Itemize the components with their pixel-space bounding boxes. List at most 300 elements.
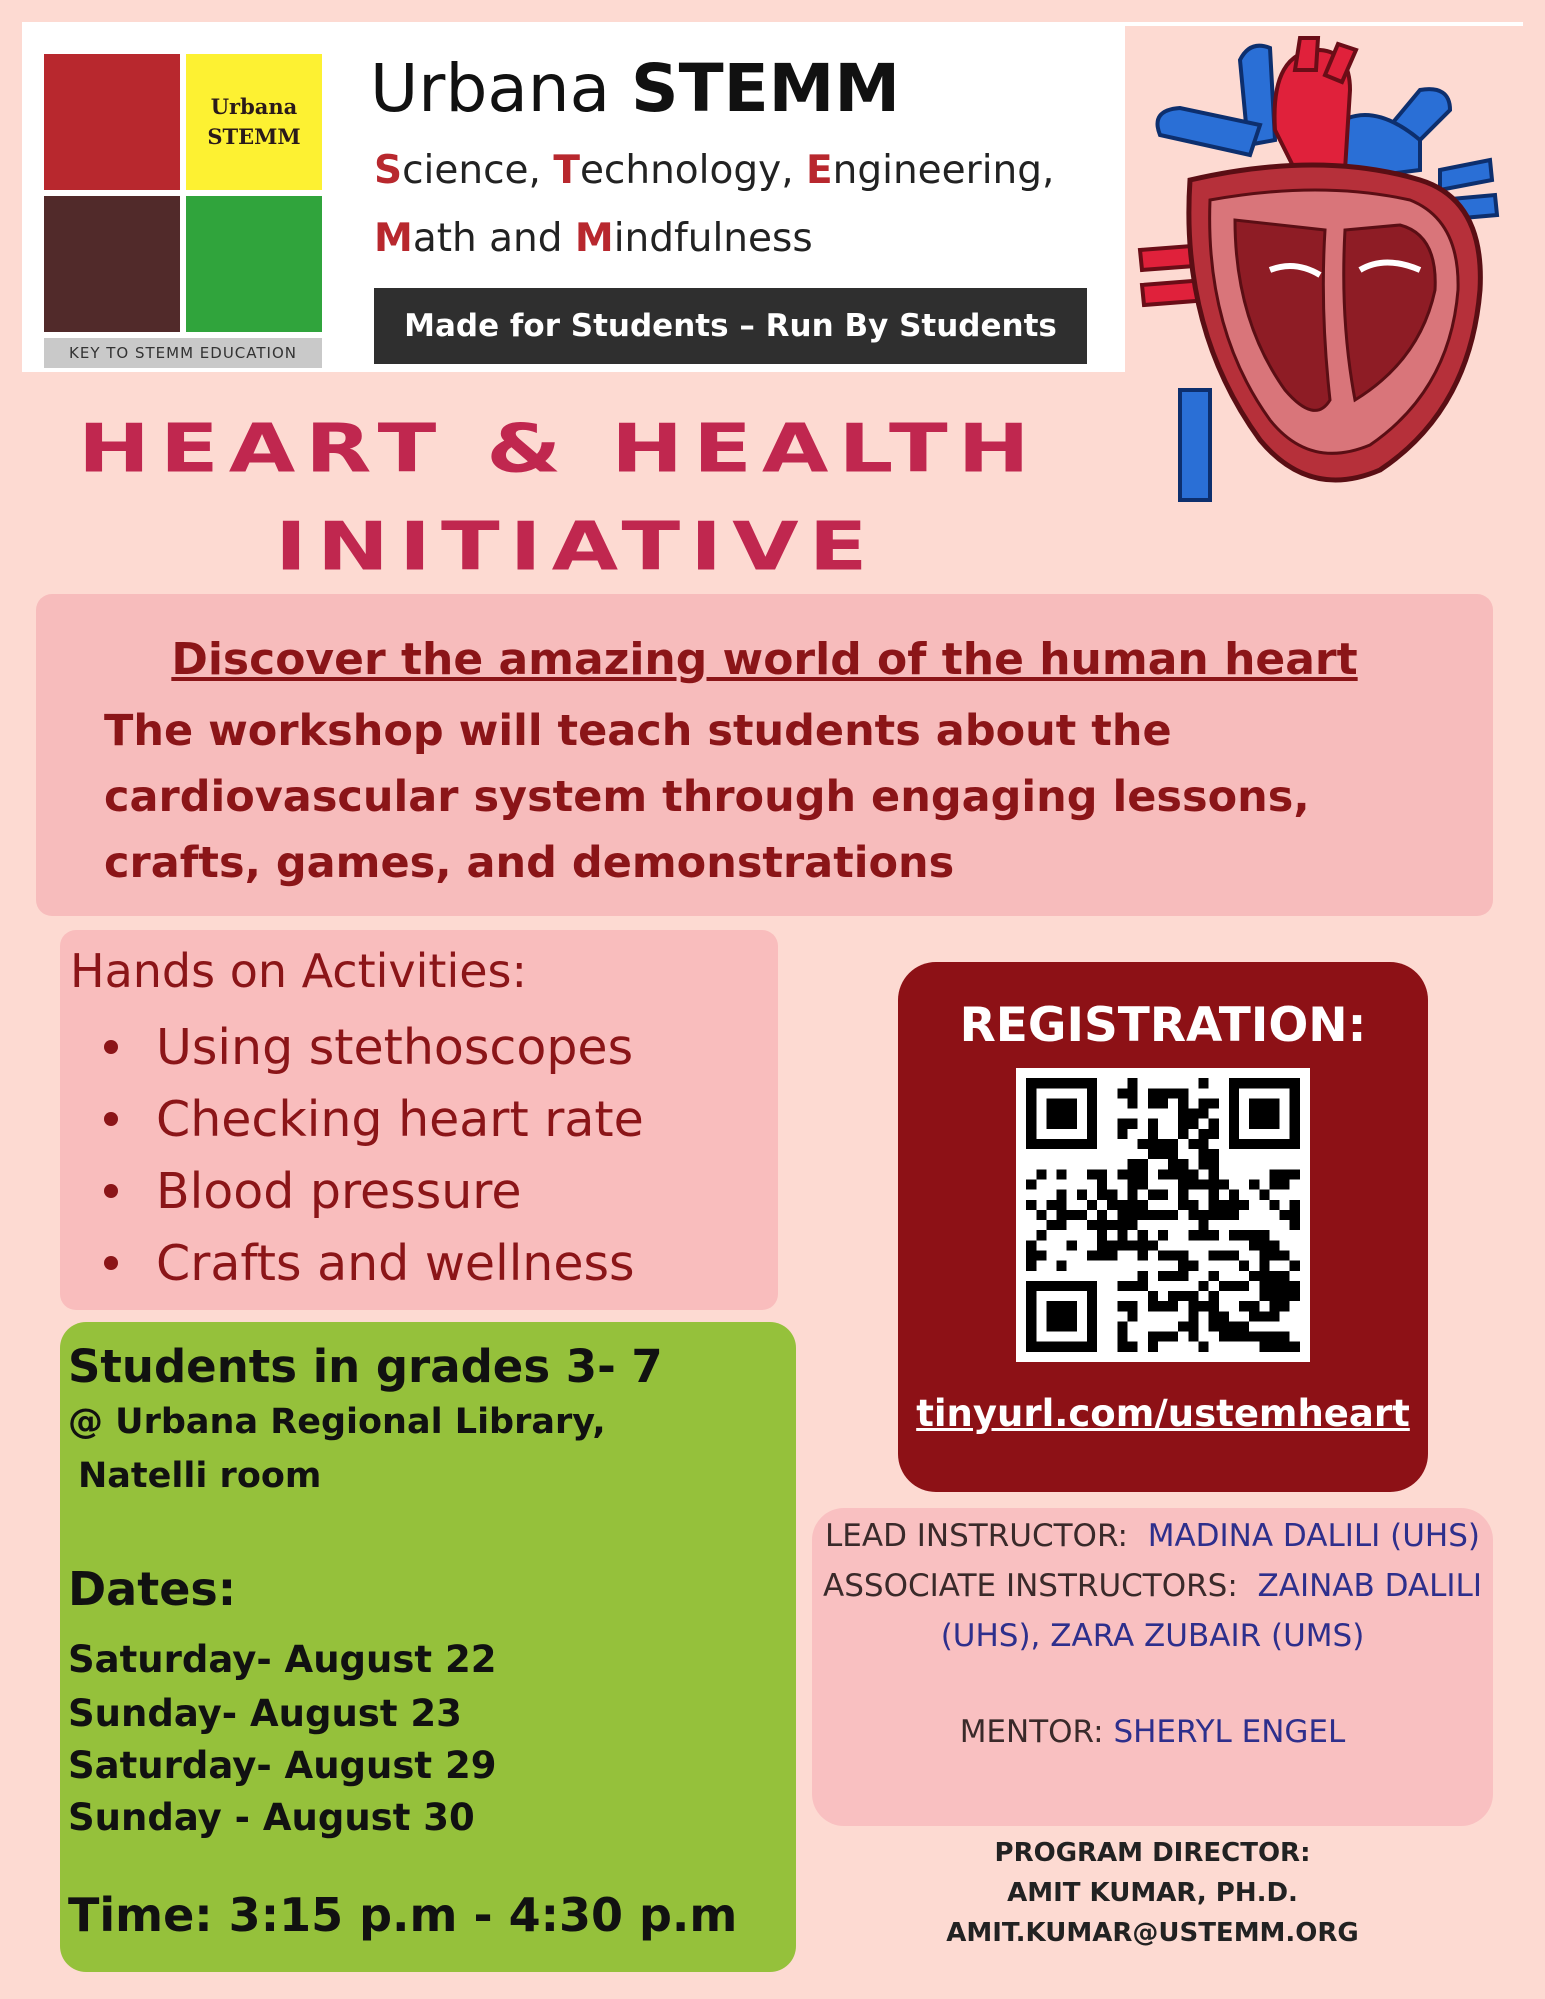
location-line-1: @ Urbana Regional Library, bbox=[68, 1402, 606, 1442]
qr-module bbox=[1290, 1342, 1300, 1352]
logo-green-square bbox=[186, 196, 322, 332]
qr-module bbox=[1280, 1250, 1290, 1260]
qr-module bbox=[1138, 1250, 1148, 1260]
date-item: Saturday- August 22 bbox=[68, 1638, 497, 1681]
qr-module bbox=[1057, 1169, 1067, 1179]
qr-module bbox=[1239, 1200, 1249, 1210]
qr-module bbox=[1290, 1210, 1300, 1220]
qr-module bbox=[1249, 1332, 1259, 1342]
qr-module bbox=[1259, 1250, 1269, 1260]
qr-module bbox=[1128, 1301, 1138, 1311]
qr-module bbox=[1209, 1119, 1219, 1129]
qr-module bbox=[1229, 1281, 1239, 1291]
qr-module bbox=[1269, 1271, 1279, 1281]
qr-module bbox=[1259, 1281, 1269, 1291]
activities-box bbox=[60, 930, 778, 1310]
qr-module bbox=[1188, 1291, 1198, 1301]
qr-module bbox=[1188, 1180, 1198, 1190]
lead-instructor bbox=[812, 1518, 1493, 1554]
qr-module bbox=[1249, 1180, 1259, 1190]
qr-module bbox=[1198, 1149, 1208, 1159]
tagline-cap: T bbox=[553, 148, 580, 193]
qr-module bbox=[1168, 1088, 1178, 1098]
bullet-icon bbox=[104, 1040, 118, 1054]
mentor-label: MENTOR: bbox=[959, 1714, 1104, 1750]
qr-module bbox=[1117, 1210, 1127, 1220]
qr-module bbox=[1128, 1078, 1138, 1088]
qr-module bbox=[1269, 1281, 1279, 1291]
qr-module bbox=[1209, 1311, 1219, 1321]
qr-module bbox=[1148, 1149, 1158, 1159]
qr-module bbox=[1057, 1210, 1067, 1220]
qr-module bbox=[1259, 1311, 1269, 1321]
qr-module bbox=[1178, 1321, 1188, 1331]
logo-text bbox=[186, 92, 322, 152]
qr-module bbox=[1128, 1200, 1138, 1210]
qr-module bbox=[1249, 1301, 1259, 1311]
qr-module bbox=[1117, 1342, 1127, 1352]
logo-red-square bbox=[44, 54, 180, 190]
qr-module bbox=[1178, 1088, 1188, 1098]
qr-module bbox=[1026, 1240, 1036, 1250]
qr-module bbox=[1138, 1200, 1148, 1210]
heart-vessel bbox=[1295, 38, 1318, 70]
qr-module bbox=[1209, 1200, 1219, 1210]
qr-module bbox=[1128, 1190, 1138, 1200]
qr-module bbox=[1229, 1321, 1239, 1331]
qr-module bbox=[1128, 1180, 1138, 1190]
qr-module bbox=[1097, 1190, 1107, 1200]
dates-title: Dates: bbox=[68, 1562, 237, 1616]
qr-module bbox=[1219, 1281, 1229, 1291]
qr-module bbox=[1198, 1139, 1208, 1149]
qr-module bbox=[1148, 1342, 1158, 1352]
discover-body: The workshop will teach students about the cardiovascular system through engaging lessons, crafts, games, and demonstrations bbox=[104, 706, 1310, 888]
qr-module bbox=[1117, 1169, 1127, 1179]
qr-code-icon[interactable] bbox=[1016, 1068, 1310, 1362]
title-line-1: HEART & HEALTH bbox=[78, 410, 1040, 488]
qr-module bbox=[1280, 1180, 1290, 1190]
qr-module bbox=[1026, 1200, 1036, 1210]
qr-module bbox=[1229, 1200, 1239, 1210]
qr-module bbox=[1209, 1271, 1219, 1281]
discover-heading: Discover the amazing world of the human heart bbox=[171, 634, 1358, 685]
qr-module bbox=[1026, 1250, 1036, 1260]
qr-module bbox=[1036, 1250, 1046, 1260]
org-name bbox=[370, 50, 900, 127]
activity-label: Using stethoscopes bbox=[156, 1019, 634, 1076]
qr-module bbox=[1097, 1240, 1107, 1250]
qr-module bbox=[1259, 1261, 1269, 1271]
qr-module bbox=[1128, 1342, 1138, 1352]
qr-module bbox=[1077, 1190, 1087, 1200]
activity-item bbox=[104, 1228, 644, 1300]
org-prefix: Urbana bbox=[370, 50, 611, 127]
tagline-cap: M bbox=[574, 216, 614, 261]
tagline-text: cience, bbox=[402, 148, 554, 193]
qr-module bbox=[1046, 1220, 1056, 1230]
tagline-line-1 bbox=[374, 148, 1054, 193]
qr-module bbox=[1036, 1210, 1046, 1220]
director-label: PROGRAM DIRECTOR: bbox=[994, 1838, 1311, 1868]
qr-module bbox=[1259, 1342, 1269, 1352]
qr-module bbox=[1117, 1119, 1127, 1129]
qr-module bbox=[1117, 1281, 1127, 1291]
tagline-cap: M bbox=[374, 216, 413, 261]
logo-line-2: STEMM bbox=[207, 124, 301, 149]
qr-module bbox=[1290, 1220, 1300, 1230]
discover-box bbox=[36, 594, 1493, 916]
qr-module bbox=[1209, 1190, 1219, 1200]
qr-module bbox=[1138, 1169, 1148, 1179]
qr-module bbox=[1290, 1261, 1300, 1271]
qr-module bbox=[1107, 1200, 1117, 1210]
associate-instructors-label: ASSOCIATE INSTRUCTORS: bbox=[823, 1568, 1238, 1604]
qr-module bbox=[1158, 1139, 1168, 1149]
qr-module bbox=[1280, 1210, 1290, 1220]
qr-module bbox=[1259, 1332, 1269, 1342]
qr-module bbox=[1269, 1311, 1279, 1321]
qr-module bbox=[1198, 1220, 1208, 1230]
qr-module bbox=[1057, 1220, 1067, 1230]
qr-module bbox=[1188, 1301, 1198, 1311]
qr-module bbox=[1259, 1190, 1269, 1200]
qr-module bbox=[1168, 1271, 1178, 1281]
qr-module bbox=[1148, 1098, 1158, 1108]
location-line-2: Natelli room bbox=[78, 1456, 322, 1496]
qr-module bbox=[1148, 1291, 1158, 1301]
qr-module bbox=[1026, 1261, 1036, 1271]
logo-line-1: Urbana bbox=[210, 94, 298, 119]
qr-module bbox=[1239, 1261, 1249, 1271]
date-item: Sunday - August 30 bbox=[68, 1796, 475, 1839]
qr-module bbox=[1158, 1149, 1168, 1159]
qr-module bbox=[1148, 1119, 1158, 1129]
qr-module bbox=[1188, 1321, 1198, 1331]
qr-module bbox=[1158, 1301, 1168, 1311]
bullet-icon bbox=[104, 1112, 118, 1126]
qr-module bbox=[1198, 1301, 1208, 1311]
qr-module bbox=[1087, 1220, 1097, 1230]
qr-module bbox=[1158, 1250, 1168, 1260]
qr-module bbox=[1198, 1180, 1208, 1190]
qr-module bbox=[1087, 1200, 1097, 1210]
qr-module bbox=[1259, 1291, 1269, 1301]
qr-module bbox=[1269, 1169, 1279, 1179]
qr-module bbox=[1229, 1250, 1239, 1260]
qr-module bbox=[1249, 1240, 1259, 1250]
qr-module bbox=[1178, 1119, 1188, 1129]
registration-link[interactable]: tinyurl.com/ustemheart bbox=[916, 1392, 1410, 1435]
qr-module bbox=[1128, 1240, 1138, 1250]
mentor-name: SHERYL ENGEL bbox=[1113, 1714, 1346, 1750]
qr-module bbox=[1117, 1088, 1127, 1098]
activity-item bbox=[104, 1084, 644, 1156]
qr-module bbox=[1219, 1200, 1229, 1210]
qr-module bbox=[1148, 1301, 1158, 1311]
qr-module bbox=[1046, 1200, 1056, 1210]
qr-module bbox=[1188, 1109, 1198, 1119]
qr-module bbox=[1097, 1230, 1107, 1240]
qr-module bbox=[1209, 1169, 1219, 1179]
qr-module bbox=[1239, 1321, 1249, 1331]
qr-module bbox=[1280, 1342, 1290, 1352]
qr-module bbox=[1178, 1109, 1188, 1119]
qr-module bbox=[1219, 1311, 1229, 1321]
tagline-text: ath and bbox=[412, 216, 575, 261]
qr-module bbox=[1178, 1250, 1188, 1260]
qr-module bbox=[1269, 1301, 1279, 1311]
qr-module bbox=[1117, 1220, 1127, 1230]
qr-module bbox=[1168, 1210, 1178, 1220]
qr-module bbox=[1290, 1281, 1300, 1291]
qr-module bbox=[1239, 1301, 1249, 1311]
qr-module bbox=[1128, 1119, 1138, 1129]
qr-module bbox=[1046, 1301, 1076, 1331]
qr-module bbox=[1178, 1129, 1188, 1139]
qr-module bbox=[1128, 1159, 1138, 1169]
qr-module bbox=[1178, 1271, 1188, 1281]
qr-module bbox=[1198, 1159, 1208, 1169]
qr-module bbox=[1057, 1261, 1067, 1271]
qr-module bbox=[1168, 1332, 1178, 1342]
tagline-text: echnology, bbox=[579, 148, 806, 193]
tagline-text: ngineering, bbox=[832, 148, 1055, 193]
qr-module bbox=[1168, 1159, 1178, 1169]
qr-module bbox=[1158, 1190, 1168, 1200]
qr-module bbox=[1209, 1159, 1219, 1169]
qr-module bbox=[1239, 1230, 1249, 1240]
qr-module bbox=[1188, 1210, 1198, 1220]
qr-module bbox=[1229, 1190, 1239, 1200]
date-item: Saturday- August 29 bbox=[68, 1744, 497, 1787]
motto-bar: Made for Students – Run By Students bbox=[374, 288, 1087, 364]
qr-module bbox=[1168, 1301, 1178, 1311]
qr-module bbox=[1209, 1149, 1219, 1159]
qr-module bbox=[1117, 1230, 1127, 1240]
logo-brown-square bbox=[44, 196, 180, 332]
qr-module bbox=[1128, 1098, 1138, 1108]
qr-module bbox=[1178, 1098, 1188, 1108]
qr-module bbox=[1128, 1220, 1138, 1230]
qr-module bbox=[1138, 1281, 1148, 1291]
qr-module bbox=[1148, 1332, 1158, 1342]
qr-module bbox=[1128, 1311, 1138, 1321]
qr-module bbox=[1117, 1129, 1127, 1139]
qr-module bbox=[1280, 1271, 1290, 1281]
qr-module bbox=[1239, 1281, 1249, 1291]
qr-module bbox=[1178, 1169, 1188, 1179]
qr-module bbox=[1148, 1129, 1158, 1139]
qr-module bbox=[1158, 1332, 1168, 1342]
qr-module bbox=[1117, 1332, 1127, 1342]
qr-module bbox=[1269, 1180, 1279, 1190]
activity-label: Checking heart rate bbox=[156, 1091, 644, 1148]
qr-module bbox=[1219, 1321, 1229, 1331]
qr-module bbox=[1280, 1291, 1290, 1301]
qr-module bbox=[1259, 1230, 1269, 1240]
qr-module bbox=[1198, 1109, 1208, 1119]
date-item: Sunday- August 23 bbox=[68, 1692, 462, 1735]
qr-module bbox=[1188, 1230, 1198, 1240]
qr-module bbox=[1178, 1200, 1188, 1210]
tagline-line-2 bbox=[374, 216, 813, 261]
qr-module bbox=[1188, 1169, 1198, 1179]
qr-module bbox=[1158, 1230, 1168, 1240]
qr-module bbox=[1097, 1220, 1107, 1230]
director-email[interactable]: AMIT.KUMAR@USTEMM.ORG bbox=[946, 1918, 1359, 1948]
qr-module bbox=[1057, 1200, 1067, 1210]
qr-module bbox=[1280, 1301, 1290, 1311]
qr-module bbox=[1077, 1210, 1087, 1220]
qr-module bbox=[1249, 1271, 1259, 1281]
qr-module bbox=[1229, 1332, 1239, 1342]
mentor bbox=[812, 1714, 1493, 1750]
qr-module bbox=[1229, 1230, 1239, 1240]
qr-module bbox=[1046, 1098, 1076, 1128]
qr-module bbox=[1209, 1321, 1219, 1331]
qr-module bbox=[1128, 1210, 1138, 1220]
qr-module bbox=[1269, 1240, 1279, 1250]
qr-module bbox=[1209, 1250, 1219, 1260]
qr-module bbox=[1188, 1261, 1198, 1271]
activity-item bbox=[104, 1012, 644, 1084]
activities-list bbox=[104, 1012, 644, 1300]
tagline-cap: E bbox=[806, 148, 833, 193]
qr-module bbox=[1168, 1139, 1178, 1149]
qr-module bbox=[1158, 1271, 1168, 1281]
qr-module bbox=[1290, 1291, 1300, 1301]
qr-module bbox=[1026, 1180, 1036, 1190]
time-text: Time: 3:15 p.m - 4:30 p.m bbox=[68, 1888, 738, 1942]
qr-module bbox=[1198, 1210, 1208, 1220]
qr-module bbox=[1087, 1169, 1097, 1179]
associate-instructors-cont: (UHS), ZARA ZUBAIR (UMS) bbox=[940, 1618, 1365, 1654]
qr-module bbox=[1178, 1190, 1188, 1200]
qr-module bbox=[1117, 1321, 1127, 1331]
qr-module bbox=[1158, 1088, 1168, 1098]
activities-title: Hands on Activities: bbox=[70, 944, 527, 998]
qr-module bbox=[1219, 1180, 1229, 1190]
activity-label: Blood pressure bbox=[156, 1163, 522, 1220]
qr-module bbox=[1097, 1169, 1107, 1179]
qr-module bbox=[1036, 1169, 1046, 1179]
qr-module bbox=[1290, 1200, 1300, 1210]
title-line-2: INITIATIVE bbox=[275, 508, 878, 586]
qr-module bbox=[1168, 1250, 1178, 1260]
qr-module bbox=[1229, 1210, 1239, 1220]
qr-module bbox=[1219, 1332, 1229, 1342]
details-box bbox=[60, 1322, 796, 1972]
qr-module bbox=[1209, 1230, 1219, 1240]
qr-module bbox=[1148, 1088, 1158, 1098]
qr-module bbox=[1209, 1129, 1219, 1139]
associate-instructors bbox=[812, 1568, 1493, 1604]
qr-module bbox=[1128, 1281, 1138, 1291]
qr-module bbox=[1198, 1129, 1208, 1139]
qr-module bbox=[1188, 1200, 1198, 1210]
qr-module bbox=[1117, 1301, 1127, 1311]
qr-module bbox=[1239, 1332, 1249, 1342]
qr-module bbox=[1188, 1139, 1198, 1149]
qr-module bbox=[1198, 1078, 1208, 1088]
qr-module bbox=[1209, 1291, 1219, 1301]
tagline-cap: S bbox=[374, 148, 403, 193]
activity-label: Crafts and wellness bbox=[156, 1235, 635, 1292]
lead-instructor-label: LEAD INSTRUCTOR: bbox=[825, 1518, 1128, 1554]
qr-module bbox=[1219, 1210, 1229, 1220]
grades-text: Students in grades 3- 7 bbox=[68, 1340, 663, 1393]
qr-module bbox=[1067, 1210, 1077, 1220]
logo-caption: KEY TO STEMM EDUCATION bbox=[44, 338, 322, 368]
tagline-text: indfulness bbox=[613, 216, 813, 261]
qr-module bbox=[1057, 1190, 1067, 1200]
heart-illustration bbox=[1120, 30, 1520, 520]
qr-module bbox=[1148, 1240, 1158, 1250]
qr-module bbox=[1209, 1098, 1219, 1108]
qr-module bbox=[1249, 1311, 1259, 1321]
heart-vessel bbox=[1180, 390, 1210, 500]
qr-module bbox=[1097, 1250, 1107, 1260]
activity-item bbox=[104, 1156, 644, 1228]
qr-module bbox=[1148, 1210, 1158, 1220]
qr-module bbox=[1168, 1149, 1178, 1159]
qr-module bbox=[1209, 1210, 1219, 1220]
bullet-icon bbox=[104, 1256, 118, 1270]
qr-module bbox=[1249, 1098, 1279, 1128]
qr-module bbox=[1259, 1271, 1269, 1281]
qr-module bbox=[1117, 1240, 1127, 1250]
header-banner bbox=[22, 22, 1125, 372]
qr-module bbox=[1290, 1169, 1300, 1179]
qr-module bbox=[1188, 1311, 1198, 1321]
qr-module bbox=[1198, 1230, 1208, 1240]
heart-vessel bbox=[1440, 160, 1492, 190]
qr-module bbox=[1138, 1210, 1148, 1220]
qr-module bbox=[1168, 1169, 1178, 1179]
director-name: AMIT KUMAR, PH.D. bbox=[1007, 1878, 1298, 1908]
associate-instructors-name: ZAINAB DALILI bbox=[1257, 1568, 1482, 1604]
header-top-line bbox=[1125, 22, 1523, 26]
qr-module bbox=[1168, 1291, 1178, 1301]
qr-module bbox=[1269, 1332, 1279, 1342]
qr-module bbox=[1158, 1098, 1168, 1108]
qr-module bbox=[1219, 1250, 1229, 1260]
qr-module bbox=[1209, 1180, 1219, 1190]
qr-module bbox=[1097, 1180, 1107, 1190]
qr-module bbox=[1188, 1119, 1198, 1129]
qr-module bbox=[1269, 1291, 1279, 1301]
qr-module bbox=[1178, 1291, 1188, 1301]
qr-module bbox=[1138, 1180, 1148, 1190]
qr-module bbox=[1209, 1301, 1219, 1311]
qr-module bbox=[1067, 1240, 1077, 1250]
qr-module bbox=[1107, 1190, 1117, 1200]
qr-module bbox=[1188, 1332, 1198, 1342]
instructors-box bbox=[812, 1508, 1493, 1826]
qr-module bbox=[1128, 1169, 1138, 1179]
qr-module bbox=[1128, 1088, 1138, 1098]
qr-module bbox=[1269, 1200, 1279, 1210]
qr-module bbox=[1138, 1139, 1148, 1149]
qr-module bbox=[1158, 1169, 1168, 1179]
qr-module bbox=[1087, 1250, 1097, 1260]
registration-title: REGISTRATION: bbox=[959, 998, 1367, 1053]
qr-module bbox=[1198, 1281, 1208, 1291]
lead-instructor-name: MADINA DALILI (UHS) bbox=[1147, 1518, 1480, 1554]
qr-module bbox=[1178, 1180, 1188, 1190]
qr-module bbox=[1138, 1159, 1148, 1169]
